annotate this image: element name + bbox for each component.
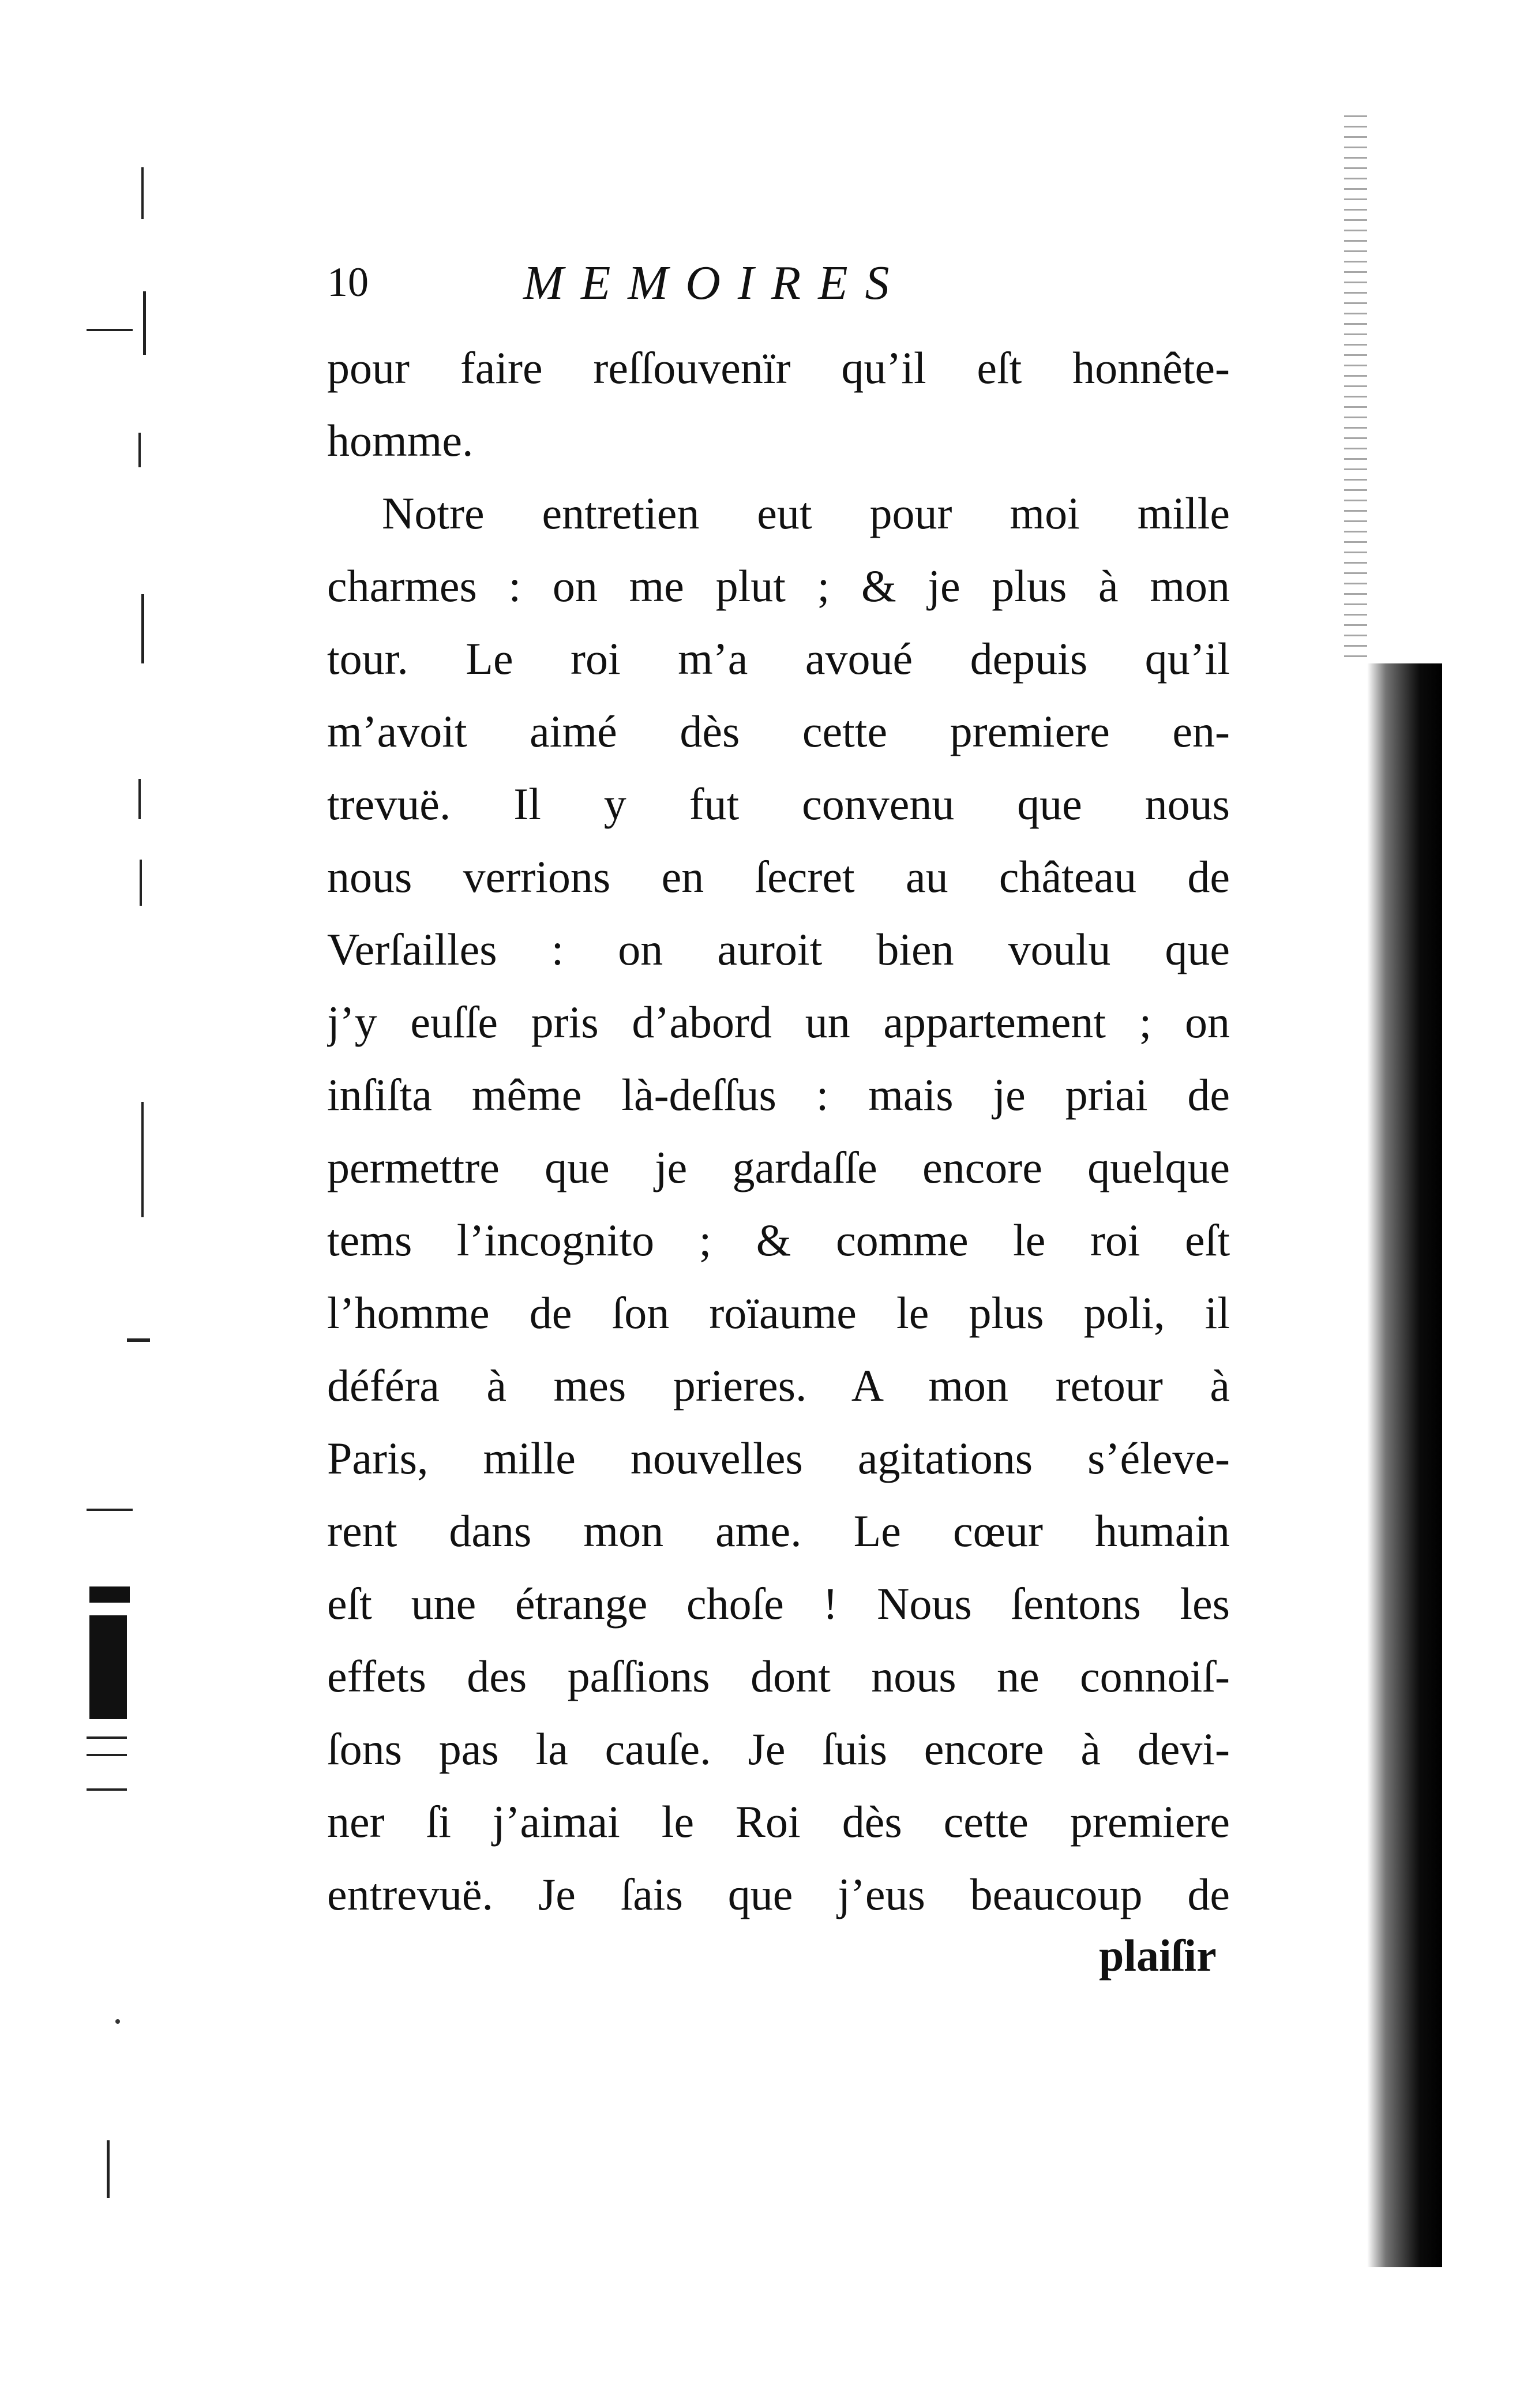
gutter-tick [143,291,146,355]
gutter-tick [127,1338,150,1342]
page-edge-speckle [1344,115,1367,663]
page-number: 10 [327,259,369,305]
text-line: Notre entretien eut pour moi mille [382,488,1230,538]
gutter-tick [87,1736,127,1739]
gutter-tick [87,1788,127,1791]
left-gutter-marks [87,156,150,2233]
text-line: ner ſi j’aimai le Roi dès cette premiere [327,1796,1230,1847]
body-text [327,332,1230,1931]
page-header [327,258,1250,322]
gutter-dark-mark [89,1586,130,1603]
gutter-dark-mark [89,1615,127,1719]
text-line: eſt une étrange choſe ! Nous ſentons les [327,1578,1230,1629]
gutter-tick [87,1509,133,1511]
gutter-tick [107,2140,110,2198]
text-line: Verſailles : on auroit bien voulu que [327,924,1230,974]
gutter-dot [115,2019,120,2024]
text-line: trevuë. Il y fut convenu que nous [327,779,1230,829]
gutter-tick [141,594,144,663]
gutter-tick [87,1754,127,1756]
gutter-tick [138,433,141,467]
gutter-tick [141,167,144,219]
text-line: déféra à mes prieres. A mon retour à [327,1360,1230,1411]
gutter-tick [140,860,142,906]
gutter-tick [138,779,141,819]
page-edge-shadow [1367,663,1442,2267]
text-line: effets des paſſions dont nous ne connoiſ- [327,1651,1230,1701]
text-line: tems l’incognito ; & comme le roi eſt [327,1215,1230,1265]
text-line: ſons pas la cauſe. Je ſuis encore à devi- [327,1724,1230,1774]
text-line: inſiſta même là-deſſus : mais je priai de [327,1070,1230,1120]
text-line: tour. Le roi m’a avoué depuis qu’il [327,633,1230,684]
text-line: pour faire reſſouvenïr qu’il eſt honnête- [327,343,1230,393]
gutter-tick [141,1102,144,1217]
text-line: nous verrions en ſecret au château de [327,852,1230,902]
gutter-tick [87,329,133,331]
text-line: m’avoit aimé dès cette premiere en- [327,706,1230,756]
text-line: homme. [327,415,474,466]
running-title: MEMOIRES [523,256,907,310]
text-line: rent dans mon ame. Le cœur humain [327,1506,1230,1556]
text-line: j’y euſſe pris d’abord un appartement ; on [327,997,1230,1047]
text-line: entrevuë. Je ſais que j’eus beaucoup de [327,1869,1230,1919]
text-line: permettre que je gardaſſe encore quelque [327,1142,1230,1192]
text-line: Paris, mille nouvelles agitations s’éleve- [327,1433,1230,1483]
text-line: charmes : on me plut ; & je plus à mon [327,561,1230,611]
catchword: plaiſir [1099,1930,1217,1981]
text-line: l’homme de ſon roïaume le plus poli, il [327,1288,1230,1338]
